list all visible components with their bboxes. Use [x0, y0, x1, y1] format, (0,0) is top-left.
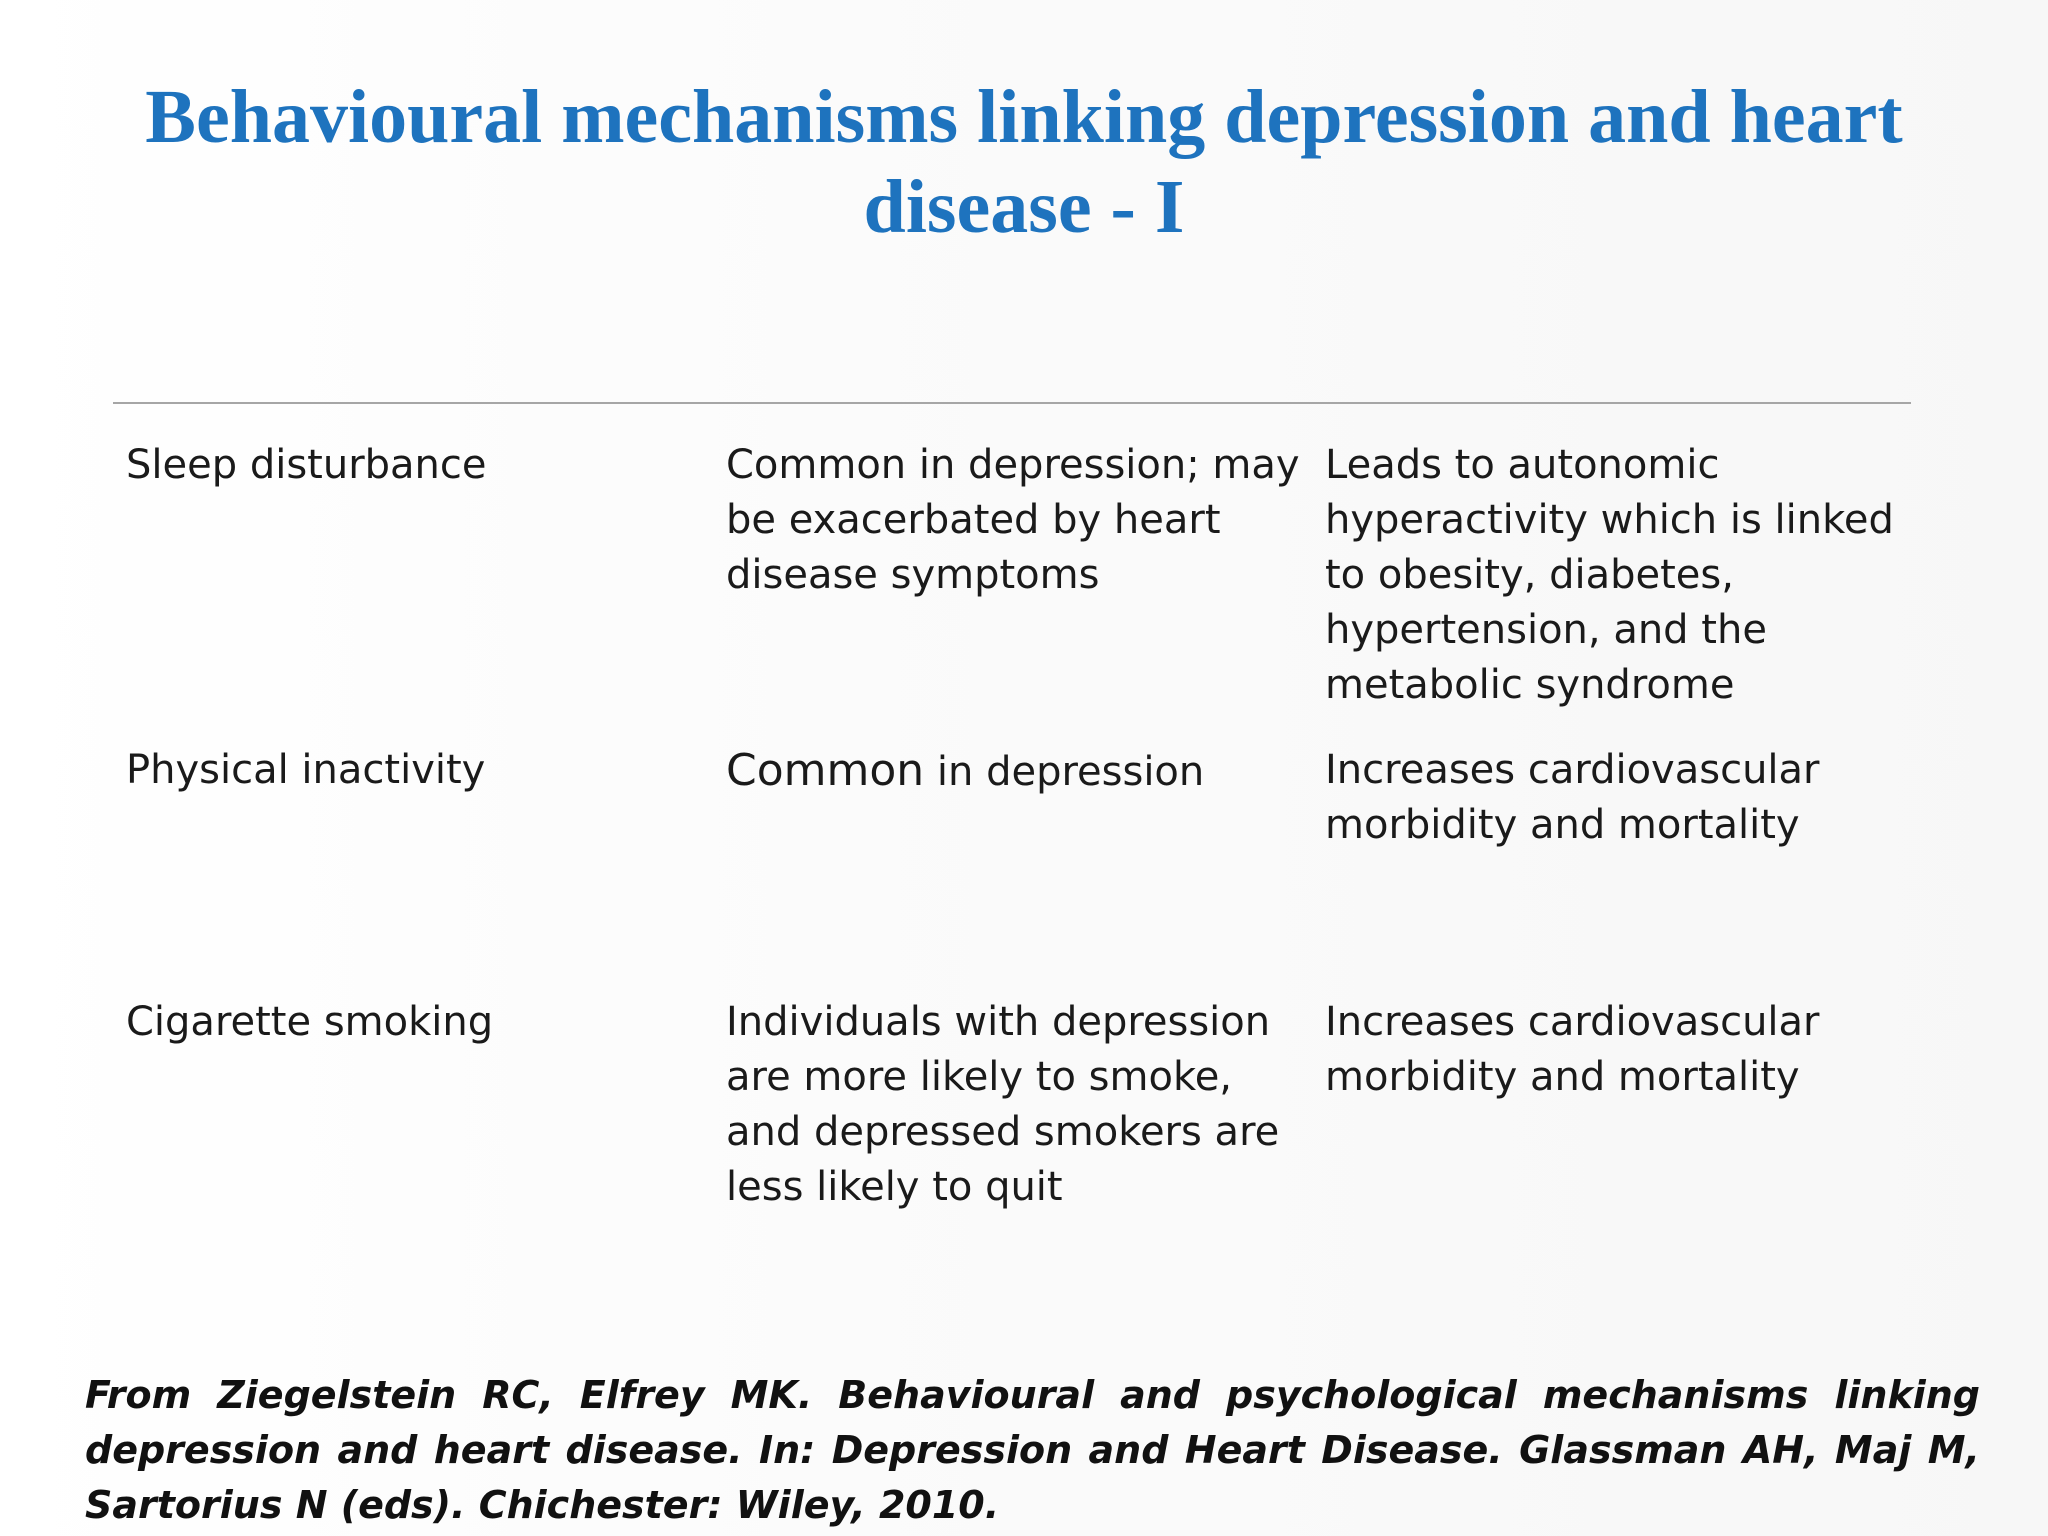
row-2-mechanism: Physical inactivity [126, 747, 486, 793]
citation-footnote: From Ziegelstein RC, Elfrey MK. Behavioural and psychological mechanisms linking depression and heart disease. In: Depression and Heart Disease. Glassman AH, Maj M, Sartorius N (eds). Chichester: Wiley, 2010. [85, 1373, 1980, 1527]
row-2-relation-rest: in depression [924, 749, 1205, 795]
row-1-effect: Leads to autonomic hyperactivity which is linked to obesity, diabetes, hypertension, and the metabolic syndrome [1325, 442, 1894, 708]
row-2-effect: Increases cardiovascular morbidity and mortality [1325, 747, 1820, 848]
row-2-relation-lead: Common [726, 745, 925, 796]
row-1-relation: Common in depression; may be exacerbated by heart disease symptoms [726, 442, 1300, 598]
row-3-relation: Individuals with depression are more likely to smoke, and depressed smokers are less likely to quit [726, 999, 1280, 1210]
table-top-rule [113, 402, 1911, 404]
row-3-mechanism: Cigarette smoking [126, 999, 494, 1045]
row-1-mechanism: Sleep disturbance [126, 442, 487, 488]
slide-title: Behavioural mechanisms linking depression and heart disease - I [145, 75, 1903, 249]
row-3-effect: Increases cardiovascular morbidity and mortality [1325, 999, 1820, 1100]
row-2-relation [726, 743, 1306, 800]
